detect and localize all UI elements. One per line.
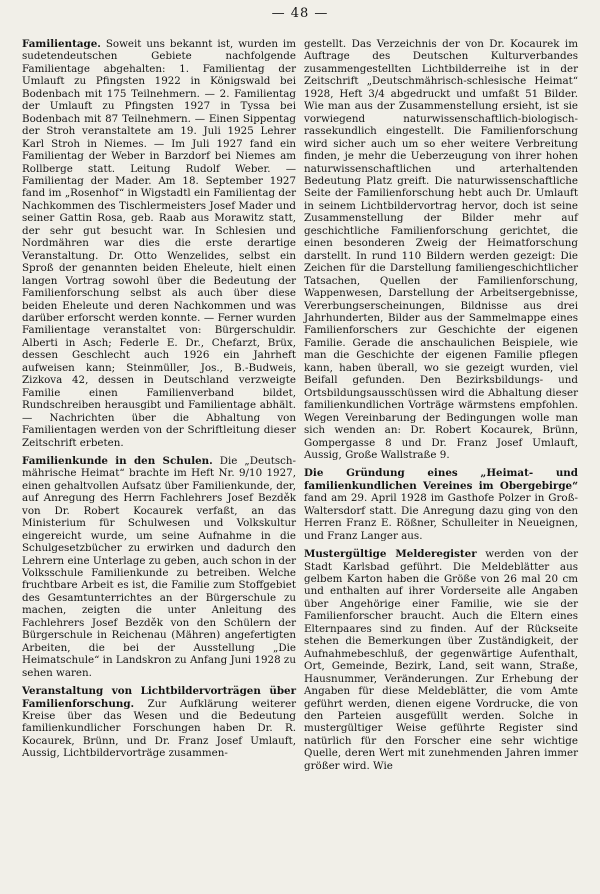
section-lichtbilder-continued [304, 38, 578, 461]
section-heading: Familientage. [22, 38, 101, 50]
section-heading: Veranstaltung von Lichtbildervorträgen über Familienforschung. [22, 685, 296, 710]
section-familienkunde-schulen [22, 455, 296, 679]
left-column [22, 38, 296, 766]
section-body: Soweit uns bekannt ist, wurden im sudetendeutschen Gebiete nachfolgende Familientage abgehalten: 1. Familientag der Umlauft zu Pfingsten 1922 in Königswald bei Bodenbach mit 175 Teilnehmern. — 2. Familientag der Umlauft zu Pfingsten 1927 in Tyssa bei Bodenbach mit 87 Teilnehmern. — Einen Sippentag der Stroh veranstaltete am 19. Juli 1925 Lehrer Karl Stroh in Niemes. — Im Juli 1927 fand ein Familientag der Weber in Barzdorf bei Niemes am Rollberge statt. Leitung Rudolf Weber. — Familientag der Mader. Am 18. September 1927 fand im „Rosenhof“ in Wigstadtl ein Familientag der Nachkommen des Tischlermeisters Josef Mader und seiner Gattin Rosa, geb. Raab aus Morawitz statt, der sehr gut besucht war. In Schlesien und Nordmähren war dies die erste derartige Veranstaltung. Dr. Otto Wenzelides, selbst ein Sproß der genannten beiden Eheleute, hielt einen langen Vortrag sowohl über die Bedeutung der Familienforschung selbst als auch über diese beiden Eheleute und deren Nachkommen und was darüber erforscht werden konnte. — Ferner wurden Familientage veranstaltet von: Bürgerschuldir. Alberti in Asch; Federle E. Dr., Chefarzt, Brüx, dessen Geschlecht auch 1926 ein Jahrheft aufweisen kann; Steinmüller, Jos., B.-Budweis, Zizkova 42, dessen in Deutschland verzweigte Familie einen Familienverband bildet, Rundschreiben herausgibt und Familientage abhält. — Nachrichten über die Abhaltung von Familientagen werden von der Schriftleitung dieser Zeitschrift erbeten. [22, 38, 296, 449]
section-body: Zur Aufklärung weiterer Kreise über das Wesen und die Bedeutung familienkundlicher Forschungen haben Dr. R. Kocaurek, Brünn, und Dr. Franz Josef Umlauft, Aussig, Lichtbildervorträge zusammen- [22, 697, 297, 760]
section-heading: Die Gründung eines „Heimat- und familienkundlichen Vereines im Obergebirge“ [304, 467, 578, 492]
section-body: Die „Deutsch-mährische Heimat“ brachte im Heft Nr. 9/10 1927, einen gehaltvollen Aufsatz über Familienkunde, der, auf Anregung des Herrn Fachlehrers Josef Bezděk von Dr. Robert Kocaurek verfaßt, an das Ministerium für Schulwesen und Volkskultur eingereicht wurde, um seine Aufnahme in die Schulgesetzbücher zu erwirken und dadurch den Lehrern eine Unterlage zu geben, auch schon in der Volksschule Familienkunde zu betreiben. Welche fruchtbare Arbeit es ist, die Familie zum Stoffgebiet des Gesamtunterrichtes an der Bürgerschule zu machen, zeigten die unter Anleitung des Fachlehrers Josef Bezděk von den Schülern der Bürgerschule in Reichenau (Mähren) angefertigten Arbeiten, die bei der Ausstellung „Die Heimatschule“ in Landskron zu Anfang Juni 1928 zu sehen waren. [22, 454, 297, 679]
section-body: fand am 29. April 1928 im Gasthofe Polzer in Groß-Waltersdorf statt. Die Anregung dazu ging von den Herren Franz E. Rößner, Schulleiter in Neueignen, und Franz Langer aus. [304, 492, 578, 542]
section-heading: Mustergültige Melderegister [304, 548, 477, 561]
right-column [304, 38, 578, 778]
section-body: gestellt. Das Verzeichnis der von Dr. Kocaurek im Auftrage des Deutschen Kulturverbandes zusammengestellten Lichtbilderreihe ist in der Zeitschrift „Deutschmährisch-schlesische Heimat“ 1928, Heft 3/4 abgedruckt und umfaßt 51 Bilder. Wie man aus der Zusammenstellung ersieht, ist sie vorwiegend naturwissenschaftlich-biologisch-rassekundlich eingestellt. Die Familienforschung wird sicher auch um so eher weitere Verbreitung finden, je mehr die Ueberzeugung von ihrer hohen naturwissenschaftlichen und arterhaltenden Bedeutung Platz greift. Die naturwissenschaftliche Seite der Familienforschung hebt auch Dr. Umlauft in seinem Lichtbildervortrag hervor, doch ist seine Zusammenstellung der Bilder mehr auf geschichtliche Familienforschung gerichtet, die einen besonderen Zweig der Heimatforschung darstellt. In rund 110 Bildern werden gezeigt: Die Zeichen für die Darstellung familiengeschichtlicher Tatsachen, Quellen der Familienforschung, Wappenwesen, Darstellung der Arbeitsergebnisse, Vererbungserscheinungen, Bildnisse aus drei Jahrhunderten, Bilder aus der Sammelmappe eines Familienforschers zur Geschichte der eigenen Familie. Gerade die anschaulichen Beispiele, wie man die Geschichte der eigenen Familie pflegen kann, haben überall, wo sie gezeigt wurden, viel Beifall gefunden. Den Bezirksbildungs- und Ortsbildungsausschüssen wird die Abhaltung dieser familienkundlichen Vorträge wärmstens empfohlen. Wegen Vereinbarung der Bedingungen wolle man sich wenden an: Dr. Robert Kocaurek, Brünn, Gompergasse 8 und Dr. Franz Josef Umlauft, Aussig, Große Wallstraße 9. [304, 38, 578, 461]
section-vereinsgruendung [304, 467, 578, 542]
section-melderegister [304, 548, 578, 772]
section-familientage [22, 38, 296, 449]
section-body: werden von der Stadt Karlsbad geführt. Die Meldeblätter aus gelbem Karton haben die Größe von 26 mal 20 cm und enthalten auf ihrer Vorderseite alle Angaben über Angehörige einer Familie, wie sie der Familienforscher braucht. Auch die Eltern eines Elternpaares sind zu finden. Auf der Rückseite stehen die Bemerkungen über Zuständigkeit, der Aufnahmebeschluß, der gegenwärtige Aufenthalt, Ort, Gemeinde, Bezirk, Land, seit wann, Straße, Hausnummer, Veränderungen. Zur Erhebung der Angaben für diese Meldeblätter, die vom Amte geführt werden, dienen eigene Vordrucke, die von den Parteien ausgefüllt werden. Solche in mustergültiger Weise geführte Register sind natürlich für den Forscher eine sehr wichtige Quelle, deren Wert mit zunehmenden Jahren immer größer wird. Wie [304, 548, 578, 772]
section-heading: Familienkunde in den Schulen. [22, 454, 213, 467]
page-number: — 48 — [271, 6, 329, 21]
section-lichtbildervortraege [22, 685, 296, 760]
